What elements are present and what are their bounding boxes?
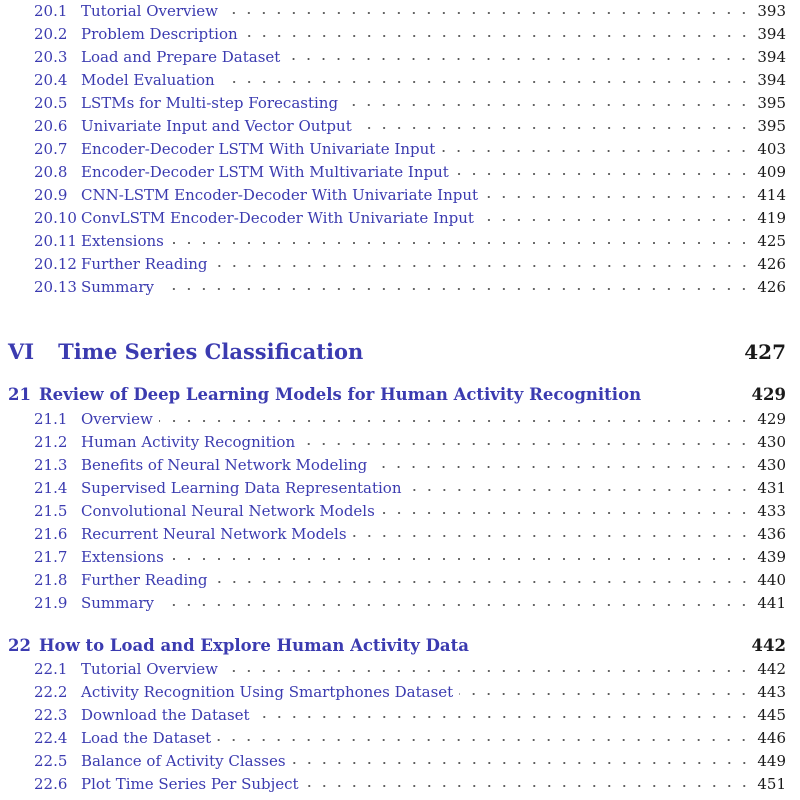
toc-entry[interactable] xyxy=(34,251,786,273)
section-title-link[interactable]: Convolutional Neural Network Models xyxy=(81,502,375,520)
page-number: 429 xyxy=(751,385,786,404)
section-title-link[interactable]: Load and Prepare Dataset xyxy=(81,48,281,66)
page-number: 427 xyxy=(744,340,786,364)
section-number: 21.5 xyxy=(34,502,68,520)
part-title-link[interactable]: Time Series Classification xyxy=(58,339,364,364)
section-title-link[interactable]: Problem Description xyxy=(81,25,238,43)
page-number: 441 xyxy=(757,594,786,612)
toc-entry[interactable] xyxy=(34,67,786,89)
page-number: 445 xyxy=(757,706,786,724)
dot-leader xyxy=(373,464,751,470)
toc-entry[interactable] xyxy=(34,21,786,43)
dot-leader xyxy=(160,602,751,608)
toc-entry[interactable] xyxy=(34,679,786,701)
section-number: 21.8 xyxy=(34,571,68,589)
section-number: 20.7 xyxy=(34,140,68,158)
dot-leader xyxy=(170,556,752,562)
toc-entry[interactable] xyxy=(34,452,786,474)
page-number: 395 xyxy=(757,117,786,135)
dot-leader xyxy=(214,579,752,585)
section-number: 22.3 xyxy=(34,706,68,724)
section-number: 22.1 xyxy=(34,660,68,678)
page-number: 440 xyxy=(757,571,786,589)
toc-entry[interactable] xyxy=(34,44,786,66)
part-number: VI xyxy=(8,339,35,364)
toc-entry[interactable] xyxy=(34,771,786,793)
chapter-title-link[interactable]: Review of Deep Learning Models for Human Activity Recognition xyxy=(38,385,642,404)
section-title-link[interactable]: Activity Recognition Using Smartphones Dataset xyxy=(81,683,454,701)
dot-leader xyxy=(159,418,752,424)
page-number: 451 xyxy=(757,775,786,793)
page-number: 433 xyxy=(757,502,786,520)
toc-entry[interactable] xyxy=(34,748,786,770)
page-number: 443 xyxy=(757,683,786,701)
section-number: 21.3 xyxy=(34,456,68,474)
section-title-link[interactable]: Supervised Learning Data Representation xyxy=(81,479,402,497)
dot-leader xyxy=(301,441,751,447)
section-number: 20.3 xyxy=(34,48,68,66)
section-title-link[interactable]: CNN-LSTM Encoder-Decoder With Univariate Input xyxy=(81,186,479,204)
dot-leader xyxy=(305,783,752,789)
dot-leader xyxy=(286,56,751,62)
section-title-link[interactable]: Plot Time Series Per Subject xyxy=(81,775,299,793)
section-title-link[interactable]: Tutorial Overview xyxy=(81,2,219,20)
toc-entry[interactable] xyxy=(34,406,786,428)
section-number: 22.2 xyxy=(34,683,68,701)
dot-leader xyxy=(484,194,751,200)
toc-entry[interactable] xyxy=(34,159,786,181)
section-number: 20.6 xyxy=(34,117,68,135)
dot-leader xyxy=(244,33,752,39)
toc-entry[interactable] xyxy=(34,475,786,497)
dot-leader xyxy=(381,510,752,516)
dot-leader xyxy=(408,487,752,493)
page-number: 426 xyxy=(757,278,786,296)
section-title-link[interactable]: Extensions xyxy=(81,548,164,566)
section-number: 21.6 xyxy=(34,525,68,543)
toc-entry[interactable] xyxy=(34,544,786,566)
toc-part-heading[interactable] xyxy=(8,336,786,364)
section-title-link[interactable]: Recurrent Neural Network Models xyxy=(81,525,347,543)
section-number: 21.4 xyxy=(34,479,68,497)
dot-leader xyxy=(217,737,751,743)
section-number: 20.12 xyxy=(34,255,77,273)
section-title-link[interactable]: Tutorial Overview xyxy=(81,660,219,678)
dot-leader xyxy=(221,79,752,85)
page-number: 425 xyxy=(757,232,786,250)
page-number: 446 xyxy=(757,729,786,747)
toc-entry[interactable] xyxy=(34,521,786,543)
section-title-link[interactable]: Download the Dataset xyxy=(81,706,250,724)
dot-leader xyxy=(170,240,752,246)
section-title-link[interactable]: Summary xyxy=(81,278,154,296)
section-number: 20.10 xyxy=(34,209,77,227)
page-number: 394 xyxy=(757,71,786,89)
section-number: 22.6 xyxy=(34,775,68,793)
toc-entry[interactable] xyxy=(34,656,786,678)
page-number: 431 xyxy=(757,479,786,497)
page-number: 439 xyxy=(757,548,786,566)
section-number: 20.9 xyxy=(34,186,68,204)
toc-entry[interactable] xyxy=(34,429,786,451)
page-number: 414 xyxy=(757,186,786,204)
dot-leader xyxy=(353,533,752,539)
section-number: 20.8 xyxy=(34,163,68,181)
section-title-link[interactable]: Univariate Input and Vector Output xyxy=(81,117,352,135)
section-number: 20.5 xyxy=(34,94,68,112)
dot-leader xyxy=(224,668,751,674)
toc-entry[interactable] xyxy=(34,725,786,747)
section-number: 20.13 xyxy=(34,278,77,296)
toc-entry[interactable] xyxy=(34,567,786,589)
section-title-link[interactable]: Overview xyxy=(81,410,153,428)
section-number: 20.1 xyxy=(34,2,68,20)
chapter-number: 21 xyxy=(8,385,31,404)
dot-leader xyxy=(455,171,752,177)
section-title-link[interactable]: ConvLSTM Encoder-Decoder With Univariate Input xyxy=(81,209,474,227)
section-number: 21.1 xyxy=(34,410,68,428)
dot-leader xyxy=(480,217,751,223)
page-number: 430 xyxy=(757,456,786,474)
section-title-link[interactable]: Load the Dataset xyxy=(81,729,212,747)
section-number: 20.11 xyxy=(34,232,77,250)
toc-entry[interactable] xyxy=(34,590,786,612)
section-title-link[interactable]: Encoder-Decoder LSTM With Univariate Input xyxy=(81,140,436,158)
dot-leader xyxy=(358,125,752,131)
toc-entry[interactable] xyxy=(34,0,786,20)
section-title-link[interactable]: Benefits of Neural Network Modeling xyxy=(81,456,368,474)
toc-entry[interactable] xyxy=(34,702,786,724)
dot-leader xyxy=(256,714,752,720)
toc-entry[interactable] xyxy=(34,274,786,296)
section-number: 21.2 xyxy=(34,433,68,451)
dot-leader xyxy=(292,760,752,766)
section-title-link[interactable]: Further Reading xyxy=(81,255,208,273)
toc-entry[interactable] xyxy=(34,182,786,204)
section-number: 22.5 xyxy=(34,752,68,770)
page-number: 442 xyxy=(751,636,786,655)
section-number: 21.9 xyxy=(34,594,68,612)
toc-entry[interactable] xyxy=(34,90,786,112)
page-number: 442 xyxy=(757,660,786,678)
dot-leader xyxy=(441,148,751,154)
section-number: 20.4 xyxy=(34,71,68,89)
section-title-link[interactable]: Balance of Activity Classes xyxy=(81,752,286,770)
page-number: 409 xyxy=(757,163,786,181)
section-title-link[interactable]: Encoder-Decoder LSTM With Multivariate Input xyxy=(81,163,449,181)
page-number: 419 xyxy=(757,209,786,227)
toc-chapter-heading[interactable] xyxy=(8,382,786,404)
toc-entry[interactable] xyxy=(34,228,786,250)
dot-leader xyxy=(160,286,751,292)
page-number: 403 xyxy=(757,140,786,158)
section-number: 20.2 xyxy=(34,25,68,43)
page-number: 395 xyxy=(757,94,786,112)
section-number: 22.4 xyxy=(34,729,68,747)
toc-entry[interactable] xyxy=(34,136,786,158)
section-title-link[interactable]: Extensions xyxy=(81,232,164,250)
toc-chapter-heading[interactable] xyxy=(8,633,786,655)
dot-leader xyxy=(224,10,751,16)
page-number: 429 xyxy=(757,410,786,428)
page-number: 394 xyxy=(757,25,786,43)
section-title-link[interactable]: Summary xyxy=(81,594,154,612)
dot-leader xyxy=(459,691,751,697)
section-title-link[interactable]: Model Evaluation xyxy=(81,71,215,89)
page-number: 449 xyxy=(757,752,786,770)
section-title-link[interactable]: LSTMs for Multi-step Forecasting xyxy=(81,94,339,112)
dot-leader xyxy=(214,263,752,269)
chapter-number: 22 xyxy=(8,636,31,655)
page-number: 426 xyxy=(757,255,786,273)
page-number: 430 xyxy=(757,433,786,451)
toc-entry[interactable] xyxy=(34,205,786,227)
section-number: 21.7 xyxy=(34,548,68,566)
toc-entry[interactable] xyxy=(34,498,786,520)
dot-leader xyxy=(344,102,751,108)
page-number: 394 xyxy=(757,48,786,66)
section-title-link[interactable]: Further Reading xyxy=(81,571,208,589)
page-number: 436 xyxy=(757,525,786,543)
section-title-link[interactable]: Human Activity Recognition xyxy=(81,433,296,451)
page-number: 393 xyxy=(757,2,786,20)
toc-entry[interactable] xyxy=(34,113,786,135)
chapter-title-link[interactable]: How to Load and Explore Human Activity Data xyxy=(38,636,469,655)
